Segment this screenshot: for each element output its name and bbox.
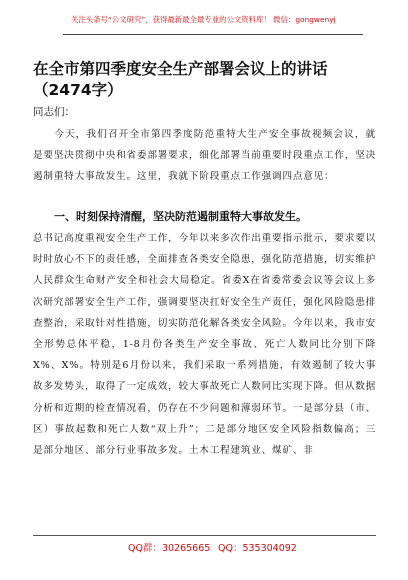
page-header [63,12,363,35]
section-heading [33,209,376,225]
header-banner: 关注头条号“公文研究”，获得最新最全最专业的公文资料库！ 微信：gongwenyj [71,15,336,24]
document-title: 在全市第四季度安全生产部署会议上的讲话（2474字） [33,60,328,99]
footer-rule [33,535,376,536]
section-heading-text: 一、时刻保持清醒，坚决防范遏制重特大事故发生。 [54,210,307,223]
greeting: 同志们： [33,106,75,118]
intro-paragraph-text: 今天，我们召开全市第四季度防范重特大生产安全事故视频会议，就是要坚决贯彻中央和省委部署要求，细化部署当前重要时段重点工作，坚决遏制重特大事故发生。这里，我就下阶段重点工作强调四点意见： [33,129,376,183]
body-paragraph: 总书记高度重视安全生产工作，今年以来多次作出重要指示批示，要求要以时时放心不下的责任感，全面排查各类安全隐患，强化防范措施，切实维护人民群众生命财产安全和社会大局稳定。省委X在省委常委会议等会议上多次研究部署安全生产工作，强调要坚决扛好安全生产责任，强化风险隐患排查整治，采取针对性措施，切实防范化解各类安全风险。今年以来，我市安全形势总体平稳，1-8月份各类生产安全事故、死亡人数同比分别下降X%、X%。特别是6月份以来，我们采取一系列措施，有效遏制了较大事故多发势头，取得了一定成效，较大事故死亡人数同比实现下降。但从数据分析和近期的检查情况看，仍存在不少问题和薄弱环节。一是部分县（市、区）事故起数和死亡人数“双上升”；二是部分地区安全风险指数偏高；三是部分地区、部分行业事故多发。土木工程建筑业、煤矿、非 [33,233,376,457]
page-footer [0,535,408,555]
footer-qq-group: QQ群：30265665 [128,543,211,554]
footer-qq-contact: QQ：535304092 [218,543,297,554]
intro-paragraph [33,124,376,188]
